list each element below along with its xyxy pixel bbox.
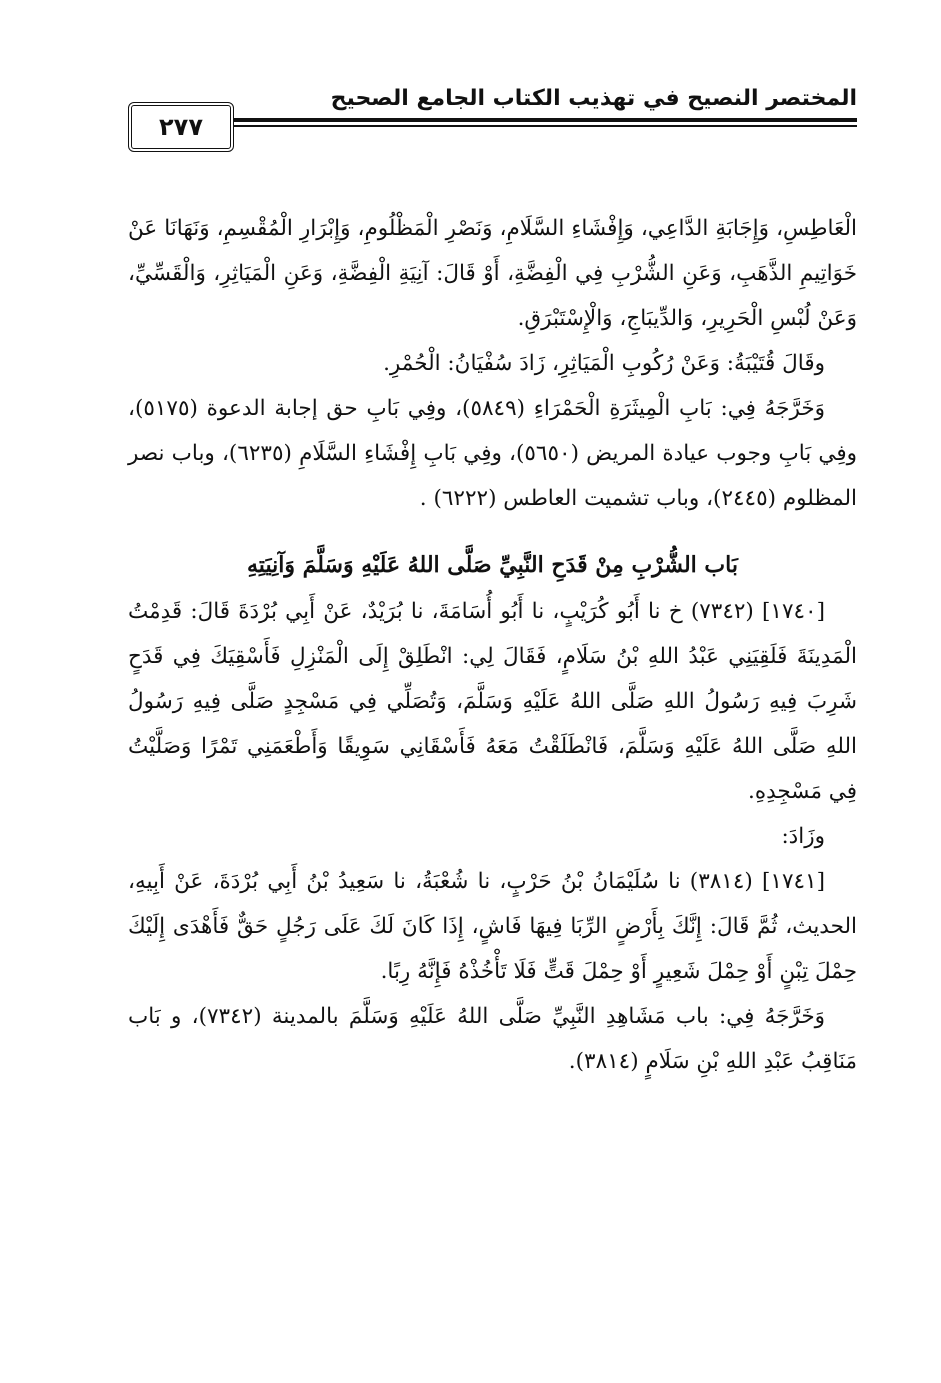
paragraph-takhrij-2: وَخَرَّجَهُ فِي: باب مَشَاهِدِ النَّبِيِّ صَلَّى اللهُ عَلَيْهِ وَسَلَّمَ بالمدينة (٧٣٤٢)، و بَاب مَنَاقِبُ عَبْدِ اللهِ بْنِ سَلَامٍ (٣٨١٤). (128, 1004, 857, 1074)
running-header (128, 84, 857, 164)
book-title: المختصر النصيح في تهذيب الكتاب الجامع الصحيح (330, 86, 857, 111)
paragraph-hadith-continuation: الْعَاطِسِ، وَإِجَابَةِ الدَّاعِي، وَإِفْشَاءِ السَّلَامِ، وَنَصْرِ الْمَظْلُومِ، وَإِبْرَارِ الْمُقْسِمِ، وَنَهَانَا عَنْ خَوَاتِيمِ الذَّهَبِ، وَعَنِ الشُّرْبِ فِي الْفِضَّةِ، أَوْ قَالَ: آنِيَةِ الْفِضَّةِ، وَعَنِ الْمَيَاثِرِ، وَالْقَسِّيِّ، وَعَنْ لُبْسِ الْحَرِيرِ، وَالدِّيبَاجِ، وَالْإِسْتَبْرَقِ. (128, 216, 857, 331)
chapter-title: بَاب الشُّرْبِ مِنْ قَدَحِ النَّبِيِّ صَلَّى اللهُ عَلَيْهِ وَسَلَّمَ وَآنِيَتِهِ (247, 552, 738, 578)
page-number: ٢٧٧ (128, 102, 234, 152)
paragraph-addition-label: وزَادَ: (781, 824, 825, 849)
header-rule-thick (228, 118, 857, 122)
paragraph-hadith-1741: [١٧٤١] (٣٨١٤) نا سُلَيْمَانُ بْنُ حَرْبٍ، نا شُعْبَةُ، نا سَعِيدُ بْنُ أَبِي بُرْدَةَ، عَنْ أَبِيهِ، الحديث، ثُمَّ قَالَ: إِنَّكَ بِأَرْضٍ الرِّبَا فِيهَا فَاشٍ، إِذَا كَانَ لَكَ عَلَى رَجُلٍ حَقٌّ فَأَهْدَى إِلَيْكَ حِمْلَ تِبْنٍ أَوْ حِمْلَ شَعِيرٍ أَوْ حِمْلَ قَتٍّ فَلَا تَأْخُذْهُ فَإِنَّهُ رِبًا. (128, 869, 857, 984)
paragraph-qutaybah-addition: وقَالَ قُتَيْبَةُ: وَعَنْ رُكُوبِ الْمَيَاثِرِ، زَادَ سُفْيَانُ: الْحُمْرِ. (383, 351, 825, 376)
section-gap (128, 521, 857, 541)
paragraph-takhrij-1: وَخَرَّجَهُ فِي: بَابِ الْمِيثَرَةِ الْحَمْرَاءِ (٥٨٤٩)، وفِي بَابِ حق إجابة الدعوة (٥١٧٥)، وفِي بَابِ وجوب عيادة المريض (٥٦٥٠)، وفِي بَابِ إِفْشَاءِ السَّلَامِ (٦٢٣٥)، وباب نصر المظلوم (٢٤٤٥)، وباب تشميت العاطس (٦٢٢٢) . (128, 396, 857, 511)
page-body (128, 206, 857, 1084)
paragraph-hadith-1740: [١٧٤٠] (٧٣٤٢) خ نا أَبُو كُرَيْبٍ، نا أَبُو أُسَامَةَ، نا بُرَيْدٌ، عَنْ أَبِي بُرْدَةَ قَالَ: قَدِمْتُ الْمَدِينَةَ فَلَقِيَنِي عَبْدُ اللهِ بْنُ سَلَامٍ، فَقَالَ لِي: انْطَلِقْ إِلَى الْمَنْزِلِ فَأَسْقِيَكَ فِي قَدَحٍ شَرِبَ فِيهِ رَسُولُ اللهِ صَلَّى اللهُ عَلَيْهِ وَسَلَّمَ، وَتُصَلِّي فِي مَسْجِدٍ صَلَّى فِيهِ رَسُولُ اللهِ صَلَّى اللهُ عَلَيْهِ وَسَلَّمَ، فَانْطَلَقْتُ مَعَهُ فَأَسْقَانِي سَوِيقًا وَأَطْعَمَنِي تَمْرًا وَصَلَّيْتُ فِي مَسْجِدِهِ. (128, 599, 857, 804)
header-rule-thin (228, 125, 857, 127)
